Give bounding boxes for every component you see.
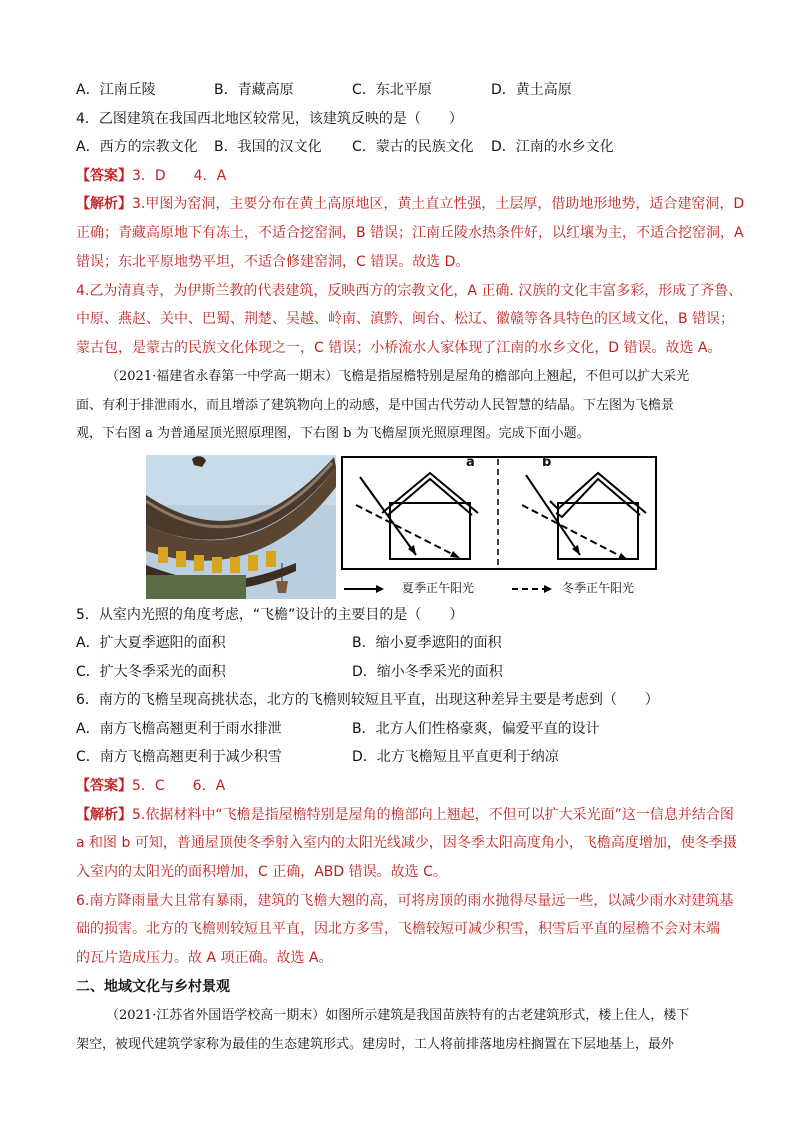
explanation-2-line-6: 的瓦片造成压力。故 A 项正确。故选 A。 [76, 950, 333, 966]
light-diagram [342, 457, 656, 593]
explanation-2-line-2: a 和图 b 可知，普通屋顶使冬季射入室内的太阳光线减少，因冬季太阳高度角小，飞檐高度增加，使冬季摄 [76, 835, 737, 851]
q3-option-a[interactable]: A．江南丘陵 [76, 82, 156, 98]
explanation-1-line-2: 正确；青藏高原地下有冻土，不适合挖窑洞，B 错误；江南丘陵水热条件好，以红壤为主，不适合挖窑洞，A [76, 225, 744, 241]
label-b: b [542, 455, 552, 470]
explanation-1-line-1 [76, 193, 744, 215]
q5-option-a[interactable]: A．扩大夏季遮阳的面积 [76, 635, 226, 651]
material-1-line-1: （2021·福建省永春第一中学高一期末）飞檐是指屋檐特别是屋角的檐部向上翘起，不但可以扩大采光 [106, 369, 690, 384]
eaves-photo [146, 455, 336, 599]
q6-option-d[interactable]: D．北方飞檐短且平直更利于纳凉 [352, 749, 559, 765]
q6-option-a[interactable]: A．南方飞檐高翘更利于雨水排泄 [76, 721, 282, 737]
explanation-tag: 【解析】 [76, 807, 132, 823]
q5-option-b[interactable]: B．缩小夏季遮阳的面积 [352, 635, 502, 651]
label-a: a [466, 455, 475, 470]
material-1-line-3: 观，下右图 a 为普通屋顶光照原理图，下右图 b 为飞檐屋顶光照原理图。完成下面小题。 [76, 426, 590, 441]
explanation-1-line-6: 蒙古包，是蒙古的民族文化体现之一，C 错误；小桥流水人家体现了江南的水乡文化，D 错误。故选 A。 [76, 340, 722, 356]
figure-svg [146, 455, 658, 599]
q3-option-b[interactable]: B．青藏高原 [214, 82, 294, 98]
q4-option-c[interactable]: C．蒙古的民族文化 [352, 139, 474, 155]
answer-2 [76, 775, 225, 797]
q5-option-c[interactable]: C．扩大冬季采光的面积 [76, 664, 226, 680]
q3-option-d[interactable]: D．黄土高原 [491, 82, 572, 98]
explanation-tag: 【解析】 [76, 196, 132, 212]
flying-eaves-figure [146, 455, 658, 599]
q4-option-b[interactable]: B．我国的汉文化 [214, 139, 322, 155]
q4-option-a[interactable]: A．西方的宗教文化 [76, 139, 198, 155]
section-2-title: 二、地域文化与乡村景观 [76, 979, 230, 995]
legend-summer: 夏季正午阳光 [402, 581, 475, 595]
q4-stem: 4．乙图建筑在我国西北地区较常见，该建筑反映的是（ ） [76, 111, 463, 127]
explanation-2-line-1 [76, 804, 734, 826]
answer-text: 3．D 4．A [132, 168, 227, 184]
q5-stem: 5．从室内光照的角度考虑，“飞檐”设计的主要目的是（ ） [76, 607, 464, 623]
legend-winter: 冬季正午阳光 [562, 581, 635, 595]
material-2-line-2: 架空，被现代建筑学家称为最佳的生态建筑形式。建房时，工人将前排落地房柱搁置在下层地基上，最外 [76, 1037, 675, 1052]
answer-text: 5．C 6．A [132, 778, 226, 794]
q5-option-d[interactable]: D．缩小冬季采光的面积 [352, 664, 503, 680]
q3-option-c[interactable]: C．东北平原 [352, 82, 432, 98]
material-1-line-2: 面、有利于排泄雨水，而且增添了建筑物向上的动感，是中国古代劳动人民智慧的结晶。下左图为飞檐景 [76, 398, 675, 413]
explanation-1-line-3: 错误；东北平原地势平坦，不适合修建窑洞，C 错误。故选 D。 [76, 254, 470, 270]
answer-1 [76, 165, 226, 187]
q6-option-c[interactable]: C．南方飞檐高翘更利于减少积雪 [76, 749, 282, 765]
explanation-2-line-5: 础的损害。北方的飞檐则较短且平直，因北方多雪，飞檐较短可减少积雪，积雪后平直的屋檐不会对末端 [76, 921, 720, 937]
explanation-2-line-3: 入室内的太阳光的面积增加，C 正确，ABD 错误。故选 C。 [76, 864, 447, 880]
q6-option-b[interactable]: B．北方人们性格豪爽，偏爱平直的设计 [352, 721, 600, 737]
answer-tag: 【答案】 [76, 778, 132, 794]
explanation-1-line-5: 中原、燕赵、关中、巴蜀、荆楚、吴越、岭南、滇黔、闽台、松辽、徽赣等各具特色的区域文化，B 错误； [76, 311, 735, 327]
material-2-line-1: （2021·江苏省外国语学校高一期末）如图所示建筑是我国苗族特有的古老建筑形式，楼上住人，楼下 [106, 1008, 690, 1023]
answer-tag: 【答案】 [76, 168, 132, 184]
explanation-1-line-4: 4.乙为清真寺，为伊斯兰教的代表建筑，反映西方的宗教文化，A 正确. 汉族的文化丰富多彩，形成了齐鲁、 [76, 283, 743, 299]
explanation-text: 5.依据材料中“飞檐是指屋檐特别是屋角的檐部向上翘起，不但可以扩大采光面”这一信息并结合图 [132, 807, 734, 823]
explanation-text: 3.甲图为窑洞，主要分布在黄土高原地区，黄土直立性强，土层厚，借助地形地势，适合建窑洞，D [132, 196, 745, 212]
explanation-2-line-4: 6.南方降雨量大且常有暴雨，建筑的飞檐大翘的高，可将房顶的雨水抛得尽量远一些，以减少雨水对建筑基 [76, 893, 734, 909]
q4-option-d[interactable]: D．江南的水乡文化 [491, 139, 614, 155]
q6-stem: 6．南方的飞檐呈现高挑状态，北方的飞檐则较短且平直，出现这种差异主要是考虑到（ ） [76, 692, 659, 708]
